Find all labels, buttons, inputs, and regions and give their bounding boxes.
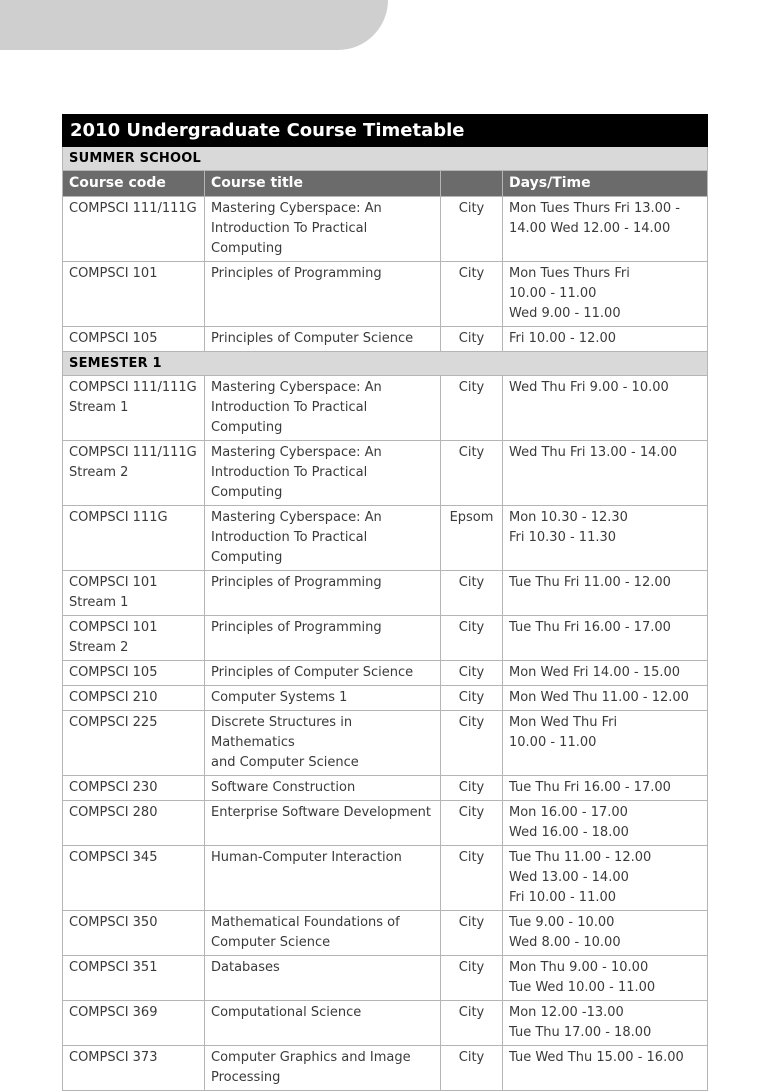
course-title-cell: Mastering Cyberspace: An Introduction To Practical Computing (205, 197, 441, 262)
table-row (63, 616, 708, 661)
course-location-cell: City (441, 1046, 503, 1091)
table-row (63, 1001, 708, 1046)
course-title-cell: Databases (205, 956, 441, 1001)
course-location-cell: City (441, 376, 503, 441)
course-title-cell: Human-Computer Interaction (205, 846, 441, 911)
course-time-cell: Mon Wed Thu 11.00 - 12.00 (503, 686, 708, 711)
column-header-row (63, 171, 708, 197)
timetable-body (63, 147, 708, 1091)
course-code-cell: COMPSCI 351 (63, 956, 205, 1001)
course-title-cell: Principles of Computer Science (205, 327, 441, 352)
table-row (63, 262, 708, 327)
course-code-cell: COMPSCI 111G (63, 506, 205, 571)
table-row (63, 956, 708, 1001)
course-title-cell: Mastering Cyberspace: An Introduction To Practical Computing (205, 376, 441, 441)
course-code-cell: COMPSCI 225 (63, 711, 205, 776)
course-code-cell: COMPSCI 111/111G Stream 2 (63, 441, 205, 506)
course-location-cell: City (441, 327, 503, 352)
header-corner-tab (0, 0, 388, 50)
course-code-cell: COMPSCI 373 (63, 1046, 205, 1091)
column-header-location (441, 171, 503, 197)
course-title-cell: Computational Science (205, 1001, 441, 1046)
course-time-cell: Mon Wed Fri 14.00 - 15.00 (503, 661, 708, 686)
course-time-cell: Wed Thu Fri 9.00 - 10.00 (503, 376, 708, 441)
course-title-cell: Principles of Computer Science (205, 661, 441, 686)
course-code-cell: COMPSCI 111/111G (63, 197, 205, 262)
column-header-code: Course code (63, 171, 205, 197)
course-time-cell: Wed Thu Fri 13.00 - 14.00 (503, 441, 708, 506)
table-row (63, 911, 708, 956)
course-location-cell: Epsom (441, 506, 503, 571)
course-location-cell: City (441, 711, 503, 776)
course-title-cell: Computer Graphics and Image Processing (205, 1046, 441, 1091)
course-time-cell: Tue Thu Fri 16.00 - 17.00 (503, 776, 708, 801)
section-header-row (63, 352, 708, 376)
table-row (63, 801, 708, 846)
course-location-cell: City (441, 956, 503, 1001)
table-row (63, 686, 708, 711)
course-time-cell: Tue Thu Fri 16.00 - 17.00 (503, 616, 708, 661)
table-row (63, 327, 708, 352)
column-header-title: Course title (205, 171, 441, 197)
course-time-cell: Mon Tues Thurs Fri 10.00 - 11.00 Wed 9.00 - 11.00 (503, 262, 708, 327)
table-row (63, 376, 708, 441)
course-code-cell: COMPSCI 350 (63, 911, 205, 956)
section-header-row (63, 147, 708, 171)
course-title-cell: Computer Systems 1 (205, 686, 441, 711)
course-title-cell: Software Construction (205, 776, 441, 801)
course-location-cell: City (441, 616, 503, 661)
course-code-cell: COMPSCI 101 (63, 262, 205, 327)
course-title-cell: Principles of Programming (205, 571, 441, 616)
timetable-title-row (63, 115, 708, 147)
course-title-cell: Mathematical Foundations of Computer Science (205, 911, 441, 956)
table-row (63, 661, 708, 686)
course-location-cell: City (441, 262, 503, 327)
course-time-cell: Fri 10.00 - 12.00 (503, 327, 708, 352)
course-code-cell: COMPSCI 345 (63, 846, 205, 911)
course-time-cell: Tue Thu 11.00 - 12.00 Wed 13.00 - 14.00 Fri 10.00 - 11.00 (503, 846, 708, 911)
course-timetable (62, 114, 708, 1091)
table-row (63, 1046, 708, 1091)
course-location-cell: City (441, 686, 503, 711)
course-location-cell: City (441, 776, 503, 801)
course-time-cell: Mon Wed Thu Fri 10.00 - 11.00 (503, 711, 708, 776)
section-name: SEMESTER 1 (63, 352, 708, 376)
table-row (63, 776, 708, 801)
course-time-cell: Tue 9.00 - 10.00 Wed 8.00 - 10.00 (503, 911, 708, 956)
course-location-cell: City (441, 571, 503, 616)
course-title-cell: Discrete Structures in Mathematics and Computer Science (205, 711, 441, 776)
timetable-title: 2010 Undergraduate Course Timetable (63, 115, 708, 147)
course-location-cell: City (441, 801, 503, 846)
course-time-cell: Mon Thu 9.00 - 10.00 Tue Wed 10.00 - 11.00 (503, 956, 708, 1001)
course-location-cell: City (441, 441, 503, 506)
table-row (63, 846, 708, 911)
course-code-cell: COMPSCI 101 Stream 1 (63, 571, 205, 616)
table-row (63, 571, 708, 616)
course-title-cell: Enterprise Software Development (205, 801, 441, 846)
course-time-cell: Tue Wed Thu 15.00 - 16.00 (503, 1046, 708, 1091)
course-location-cell: City (441, 846, 503, 911)
course-time-cell: Mon 10.30 - 12.30 Fri 10.30 - 11.30 (503, 506, 708, 571)
course-time-cell: Mon Tues Thurs Fri 13.00 - 14.00 Wed 12.00 - 14.00 (503, 197, 708, 262)
course-title-cell: Mastering Cyberspace: An Introduction To Practical Computing (205, 506, 441, 571)
course-code-cell: COMPSCI 105 (63, 327, 205, 352)
course-title-cell: Mastering Cyberspace: An Introduction To Practical Computing (205, 441, 441, 506)
table-row (63, 711, 708, 776)
course-code-cell: COMPSCI 230 (63, 776, 205, 801)
course-code-cell: COMPSCI 369 (63, 1001, 205, 1046)
table-row (63, 441, 708, 506)
course-time-cell: Mon 16.00 - 17.00 Wed 16.00 - 18.00 (503, 801, 708, 846)
course-code-cell: COMPSCI 280 (63, 801, 205, 846)
course-time-cell: Mon 12.00 -13.00 Tue Thu 17.00 - 18.00 (503, 1001, 708, 1046)
section-name: SUMMER SCHOOL (63, 147, 708, 171)
course-code-cell: COMPSCI 210 (63, 686, 205, 711)
course-code-cell: COMPSCI 105 (63, 661, 205, 686)
course-location-cell: City (441, 911, 503, 956)
course-code-cell: COMPSCI 111/111G Stream 1 (63, 376, 205, 441)
table-row (63, 197, 708, 262)
table-row (63, 506, 708, 571)
course-title-cell: Principles of Programming (205, 616, 441, 661)
course-location-cell: City (441, 197, 503, 262)
column-header-time: Days/Time (503, 171, 708, 197)
course-time-cell: Tue Thu Fri 11.00 - 12.00 (503, 571, 708, 616)
course-location-cell: City (441, 661, 503, 686)
course-code-cell: COMPSCI 101 Stream 2 (63, 616, 205, 661)
course-title-cell: Principles of Programming (205, 262, 441, 327)
course-location-cell: City (441, 1001, 503, 1046)
